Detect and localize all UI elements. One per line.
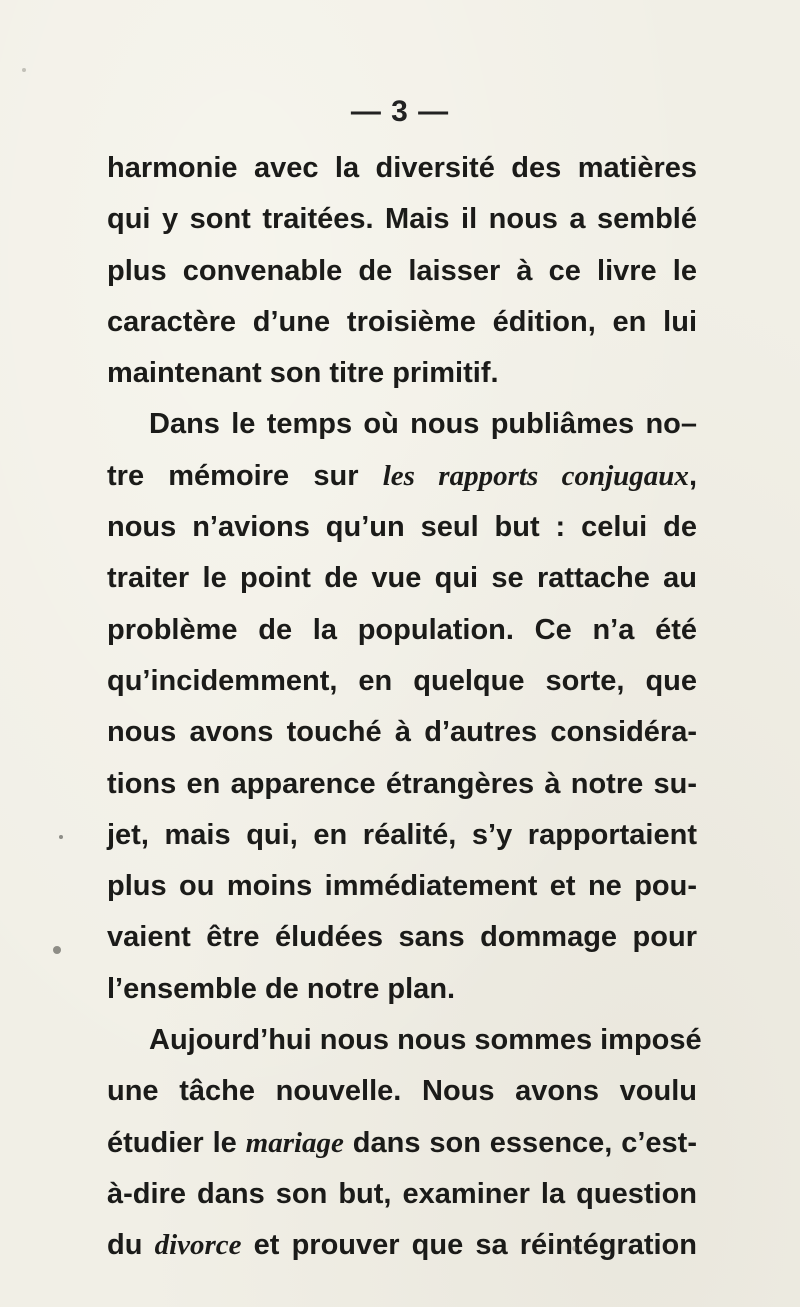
paper-speck bbox=[22, 68, 26, 72]
text-line bbox=[107, 656, 697, 707]
text-run: plus convenable de laisser à ce livre le bbox=[107, 254, 697, 287]
text-run: nous avons touché à d’autres considéra- bbox=[107, 716, 697, 749]
text-line bbox=[107, 143, 697, 194]
text-line bbox=[107, 605, 697, 656]
text-run: du bbox=[107, 1229, 155, 1262]
text-run: étudier le bbox=[107, 1126, 246, 1159]
text-line bbox=[107, 1220, 697, 1271]
text-line bbox=[107, 194, 697, 245]
text-run: plus ou moins immédiatement et ne pou- bbox=[107, 870, 697, 903]
text-line bbox=[107, 399, 697, 450]
text-run: harmonie avec la diversité des matières bbox=[107, 152, 697, 184]
text-line bbox=[107, 1169, 697, 1220]
text-run: tions en apparence étrangères à notre su- bbox=[107, 767, 697, 800]
text-run: Dans le temps où nous publiâmes no– bbox=[149, 408, 697, 441]
text-run: Aujourd’hui nous nous sommes imposé bbox=[149, 1024, 702, 1057]
text-run: dans son essence, c’est- bbox=[343, 1126, 697, 1159]
text-line bbox=[107, 912, 697, 963]
text-run: qu’incidemment, en quelque sorte, que bbox=[107, 664, 697, 697]
italic-run: mariage bbox=[245, 1126, 344, 1159]
text-run: qui y sont traitées. Mais il nous a semblé bbox=[107, 203, 697, 236]
text-line bbox=[107, 553, 697, 604]
text-run: et prouver que sa réintégration bbox=[241, 1229, 697, 1262]
text-line bbox=[107, 707, 697, 758]
text-line bbox=[107, 1118, 697, 1169]
body-text bbox=[107, 143, 702, 1272]
text-line bbox=[107, 810, 697, 861]
text-run: l’ensemble de notre plan. bbox=[107, 972, 456, 1005]
text-run: une tâche nouvelle. Nous avons voulu bbox=[107, 1075, 697, 1108]
text-run: vaient être éludées sans dommage pour bbox=[107, 921, 697, 954]
text-run: à-dire dans son but, examiner la question bbox=[107, 1177, 697, 1210]
paper-speck bbox=[572, 1246, 577, 1251]
text-run: tre mémoire sur bbox=[107, 459, 383, 492]
text-run: nous n’avions qu’un seul but : celui de bbox=[107, 511, 697, 544]
text-run: traiter le point de vue qui se rattache au bbox=[107, 562, 697, 595]
text-line bbox=[107, 759, 697, 810]
text-run: caractère d’une troisième édition, en lui bbox=[107, 305, 697, 338]
text-line bbox=[107, 246, 697, 297]
text-line bbox=[107, 861, 697, 912]
paper-speck bbox=[53, 946, 61, 954]
text-line bbox=[107, 451, 697, 502]
text-line bbox=[107, 964, 697, 1015]
text-line bbox=[107, 348, 697, 399]
text-run: problème de la population. Ce n’a été bbox=[107, 613, 697, 646]
text-run: jet, mais qui, en réalité, s’y rapportaient bbox=[107, 818, 697, 851]
text-line bbox=[107, 1015, 702, 1066]
paper-speck bbox=[59, 835, 63, 839]
page-number: — 3 — bbox=[350, 95, 450, 128]
text-line bbox=[107, 1066, 697, 1117]
italic-run: divorce bbox=[154, 1229, 242, 1262]
text-run: , bbox=[688, 459, 697, 492]
text-run: maintenant son titre primitif. bbox=[107, 357, 499, 390]
text-line bbox=[107, 502, 697, 553]
text-line bbox=[107, 297, 697, 348]
italic-run: les rapports conjugaux bbox=[382, 459, 689, 492]
